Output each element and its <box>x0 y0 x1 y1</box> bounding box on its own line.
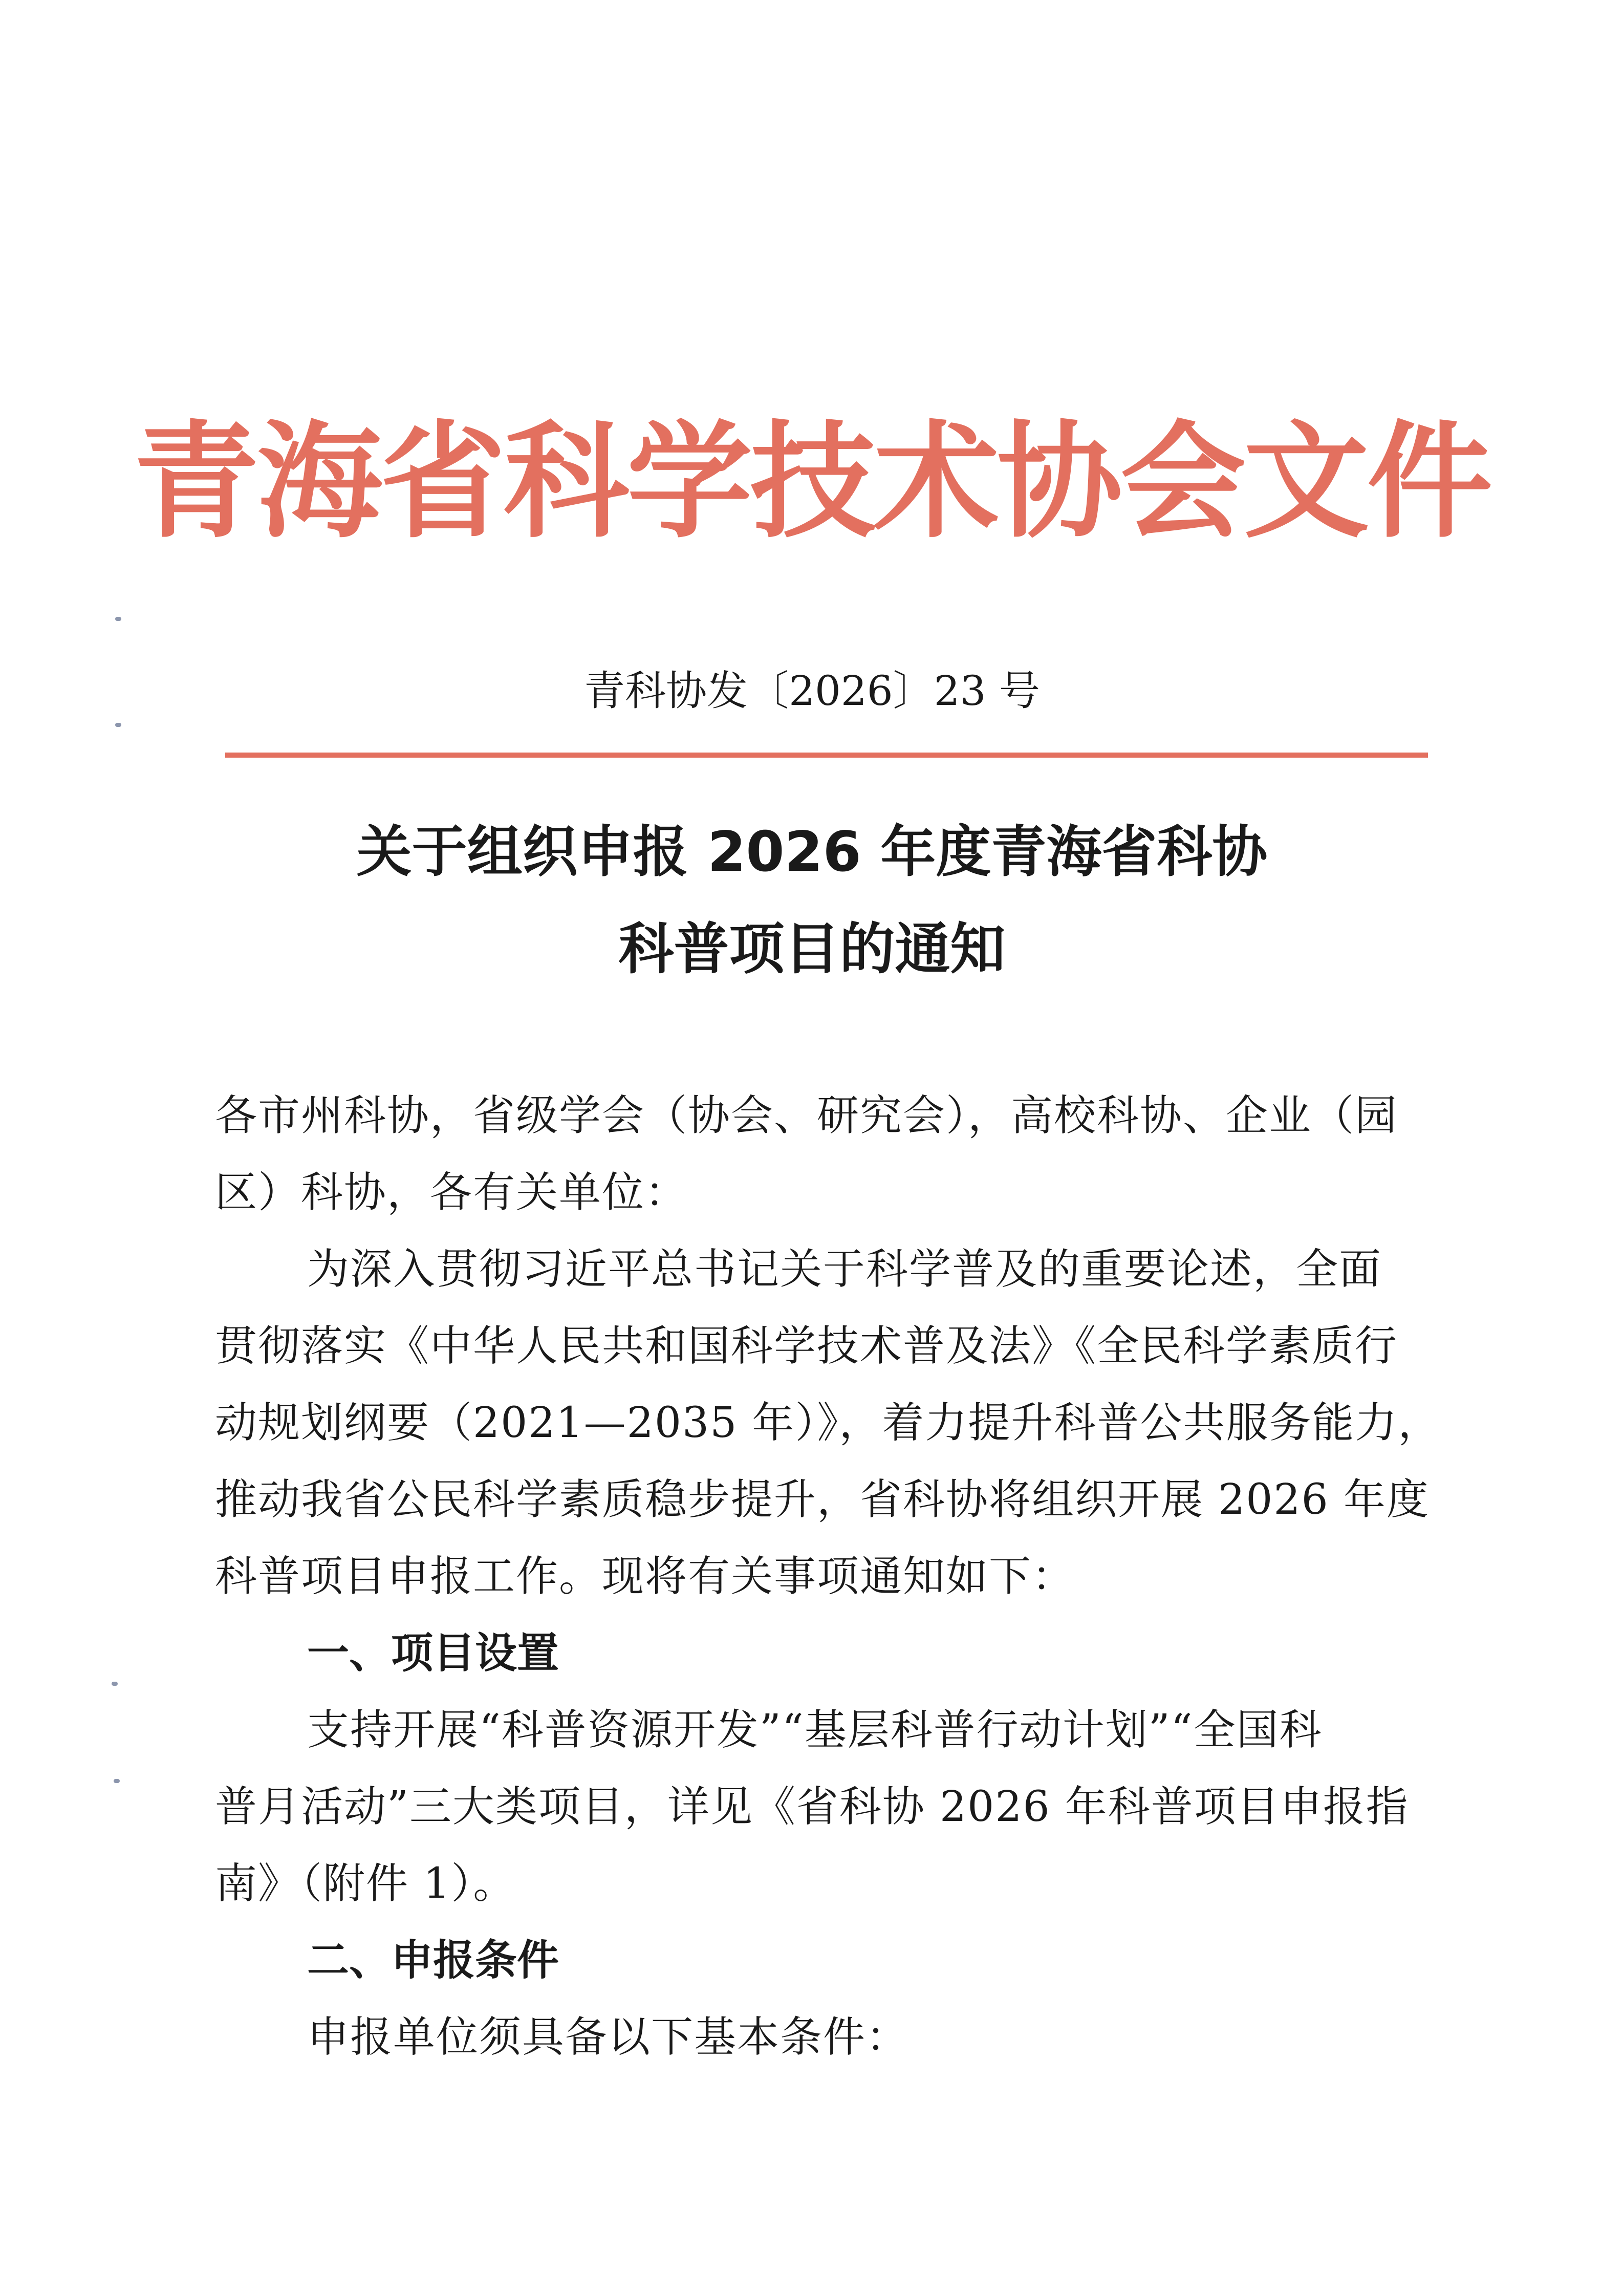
scan-mark <box>115 617 121 621</box>
red-divider-line <box>225 753 1428 758</box>
intro-line: 推动我省公民科学素质稳步提升，省科协将组织开展 2026 年度 <box>215 1475 1430 1524</box>
intro-line: 为深入贯彻习近平总书记关于科学普及的重要论述，全面 <box>307 1245 1382 1294</box>
document-number: 青科协发〔2026〕23 号 <box>584 667 1040 715</box>
intro-line: 贯彻落实《中华人民共和国科学技术普及法》《全民科学素质行 <box>215 1322 1398 1370</box>
notice-title-line-1: 关于组织申报 2026 年度青海省科协 <box>356 820 1268 884</box>
intro-line: 科普项目申报工作。现将有关事项通知如下： <box>215 1552 1075 1601</box>
section-heading-eligibility: 二、申报条件 <box>307 1936 559 1985</box>
addressee-line-2: 区）科协，各有关单位： <box>215 1168 688 1217</box>
notice-title-line-2: 科普项目的通知 <box>618 917 1006 981</box>
section-heading-project-setup: 一、项目设置 <box>307 1629 559 1678</box>
section1-line: 南》（附件 1）。 <box>215 1859 516 1908</box>
scan-mark <box>115 723 121 727</box>
section1-line: 支持开展“科普资源开发”“基层科普行动计划”“全国科 <box>307 1706 1323 1754</box>
section2-line: 申报单位须具备以下基本条件： <box>307 2013 910 2062</box>
masthead-title: 青海省科学技术协会文件 <box>134 407 1490 555</box>
scan-mark <box>114 1779 120 1783</box>
scan-mark <box>112 1682 118 1686</box>
intro-line: 动规划纲要（2021—2035 年）》，着力提升科普公共服务能力， <box>215 1399 1441 1447</box>
section1-line: 普月活动”三大类项目，详见《省科协 2026 年科普项目申报指 <box>215 1783 1409 1831</box>
addressee-line-1: 各市州科协，省级学会（协会、研究会），高校科协、企业（园 <box>215 1091 1398 1140</box>
